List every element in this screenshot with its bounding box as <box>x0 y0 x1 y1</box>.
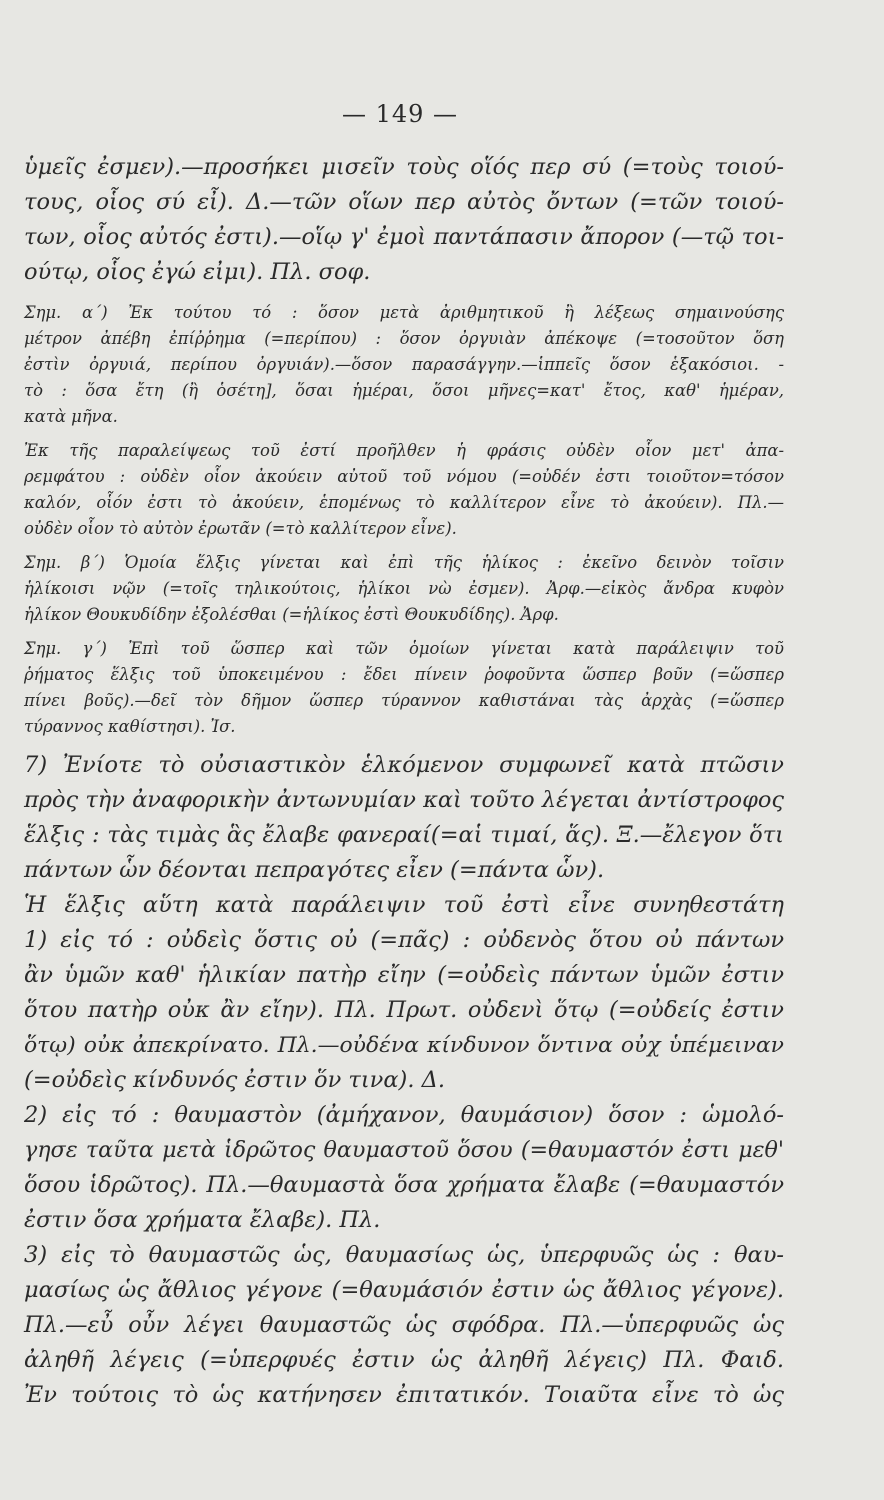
text-line: ἂν ὑμῶν καθ' ἡλικίαν πατὴρ εἴην (=οὐδεὶς πάντων ὑμῶν ἐστιν <box>24 962 784 988</box>
page-text <box>24 150 784 1413</box>
text-line: πάντων ὧν δέονται πεπραγότες εἶεν (=πάντα ὧν). <box>24 857 605 883</box>
paragraph-1 <box>24 150 784 290</box>
text-line: ρεμφάτου : οὐδὲν οἷον ἀκούειν αὐτοῦ τοῦ νόμου (=οὐδέν ἐστι τοιοῦτον=τόσον <box>24 467 784 486</box>
text-line: των, οἷος αὐτός ἐστι).—οἵῳ γ' ἐμοὶ παντάπασιν ἄπορον (—τῷ τοι- <box>24 224 784 250</box>
text-line: Σημ. γ΄) Ἐπὶ τοῦ ὥσπερ καὶ τῶν ὁμοίων γίνεται κατὰ παράλειψιν τοῦ <box>24 639 784 658</box>
text-line: καλόν, οἷόν ἐστι τὸ ἀκούειν, ἑπομένως τὸ καλλίτερον εἶνε τὸ ἀκούειν). Πλ.— <box>24 493 784 512</box>
text-line: μασίως ὡς ἄθλιος γέγονε (=θαυμάσιόν ἐστιν ὡς ἄθλιος γέγονε). <box>24 1277 784 1303</box>
text-line: Ἐκ τῆς παραλείψεως τοῦ ἐστί προῆλθεν ἡ φράσις οὐδὲν οἷον μετ' ἀπα- <box>24 441 784 460</box>
text-line: ὅτῳ) οὐκ ἀπεκρίνατο. Πλ.—οὐδένα κίνδυνον ὅντινα οὐχ ὑπέμειναν <box>24 1033 784 1058</box>
text-line: ὑμεῖς ἐσμεν).—προσήκει μισεῖν τοὺς οἵός περ σύ (=τοὺς τοιού- <box>24 154 784 180</box>
text-line: Σημ. β΄) Ὁμοία ἕλξις γίνεται καὶ ἐπὶ τῆς ἡλίκος : ἐκεῖνο δεινὸν τοῖσιν <box>24 553 784 572</box>
text-line: 3) εἰς τὸ θαυμαστῶς ὡς, θαυμασίως ὡς, ὑπερφυῶς ὡς : θαυ- <box>24 1242 784 1268</box>
text-line: ούτῳ, οἷος ἐγώ εἰμι). Πλ. σοφ. <box>24 259 371 285</box>
text-line: τους, οἷος σύ εἶ). Δ.—τῶν οἵων περ αὐτὸς ὄντων (=τῶν τοιού- <box>24 189 784 215</box>
text-line: κατὰ μῆνα. <box>24 407 118 426</box>
text-line: πίνει βοῦς).—δεῖ τὸν δῆμον ὥσπερ τύραννον καθιστάναι τὰς ἀρχὰς (=ὥσπερ <box>24 691 784 710</box>
text-line: 7) Ἐνίοτε τὸ οὐσιαστικὸν ἑλκόμενον συμφωνεῖ κατὰ πτῶσιν <box>24 752 784 778</box>
text-line: οὐδὲν οἷον τὸ αὐτὸν ἐρωτᾶν (=τὸ καλλίτερον εἶνε). <box>24 519 457 538</box>
text-line: ὅσου ἱδρῶτος). Πλ.—θαυμαστὰ ὅσα χρήματα ἔλαβε (=θαυμαστόν <box>24 1172 784 1198</box>
text-line: Ἡ ἕλξις αὕτη κατὰ παράλειψιν τοῦ ἐστὶ εἶνε συνηθεστάτη <box>24 892 784 918</box>
page-number: — 149 — <box>341 100 459 128</box>
text-line: Πλ.—εὖ οὖν λέγει θαυμαστῶς ὡς σφόδρα. Πλ.—ὑπερφυῶς ὡς <box>24 1312 784 1338</box>
text-line: πρὸς τὴν ἀναφορικὴν ἀντωνυμίαν καὶ τοῦτο λέγεται ἀντίστροφος <box>24 787 784 813</box>
text-line: ῥήματος ἕλξις τοῦ ὑποκειμένου : ἔδει πίνειν ῥοφοῦντα ὥσπερ βοῦν (=ὥσπερ <box>24 665 784 684</box>
text-line: Ἐν τούτοις τὸ ὡς κατήνησεν ἐπιτατικόν. Τοιαῦτα εἶνε τὸ ὡς <box>24 1382 784 1408</box>
text-line: μέτρον ἀπέβη ἐπίῤῥημα (=περίπου) : ὅσον ὀργυιὰν ἀπέκοψε (=τοσοῦτον ὅση <box>24 329 784 348</box>
text-line: ἀληθῆ λέγεις (=ὑπερφυές ἐστιν ὡς ἀληθῆ λέγεις) Πλ. Φαιδ. <box>24 1347 784 1373</box>
text-line: 2) εἰς τό : θαυμαστὸν (ἀμήχανον, θαυμάσιον) ὅσον : ὡμολό- <box>24 1102 784 1128</box>
paragraph-7 <box>24 748 784 1413</box>
note-gamma <box>24 636 784 740</box>
note-alpha <box>24 300 784 430</box>
text-line: τὸ : ὅσα ἔτη (ἢ ὁσέτη], ὅσαι ἡμέραι, ὅσοι μῆνες=κατ' ἔτος, καθ' ἡμέραν, <box>24 381 784 400</box>
note-omission <box>24 438 784 542</box>
note-beta <box>24 550 784 628</box>
text-line: γησε ταῦτα μετὰ ἱδρῶτος θαυμαστοῦ ὅσου (=θαυμαστόν ἐστι μεθ' <box>24 1137 784 1163</box>
text-line: ἡλίκον Θουκυδίδην ἐξολέσθαι (=ἡλίκος ἐστὶ Θουκυδίδης). Ἀρφ. <box>24 605 559 624</box>
text-line: 1) εἰς τό : οὐδεὶς ὅστις οὐ (=πᾶς) : οὐδενὸς ὅτου οὐ πάντων <box>24 927 784 953</box>
text-line: τύραννος καθίστησι). Ἰσ. <box>24 717 236 736</box>
text-line: ἕλξις : τὰς τιμὰς ἃς ἔλαβε φανεραί(=αἱ τιμαί, ἅς). Ξ.—ἔλεγον ὅτι <box>24 822 784 848</box>
text-line: ἐστιν ὅσα χρήματα ἔλαβε). Πλ. <box>24 1207 381 1233</box>
text-line: ἐστὶν ὀργυιά, περίπου ὀργυιάν).—ὅσον παρασάγγην.—ἱππεῖς ὅσον ἑξακόσιοι. - <box>24 355 784 374</box>
text-line: (=οὐδεὶς κίνδυνός ἐστιν ὅν τινα). Δ. <box>24 1067 446 1093</box>
text-line: ἡλίκοισι νῷν (=τοῖς τηλικούτοις, ἡλίκοι νὼ ἐσμεν). Ἀρφ.—εἰκὸς ἄνδρα κυφὸν <box>24 579 784 598</box>
text-line: ὅτου πατὴρ οὐκ ἂν εἴην). Πλ. Πρωτ. οὐδενὶ ὅτῳ (=οὐδείς ἐστιν <box>24 997 784 1023</box>
text-line: Σημ. α΄) Ἐκ τούτου τό : ὅσον μετὰ ἀριθμητικοῦ ἢ λέξεως σημαινούσης <box>24 303 784 322</box>
